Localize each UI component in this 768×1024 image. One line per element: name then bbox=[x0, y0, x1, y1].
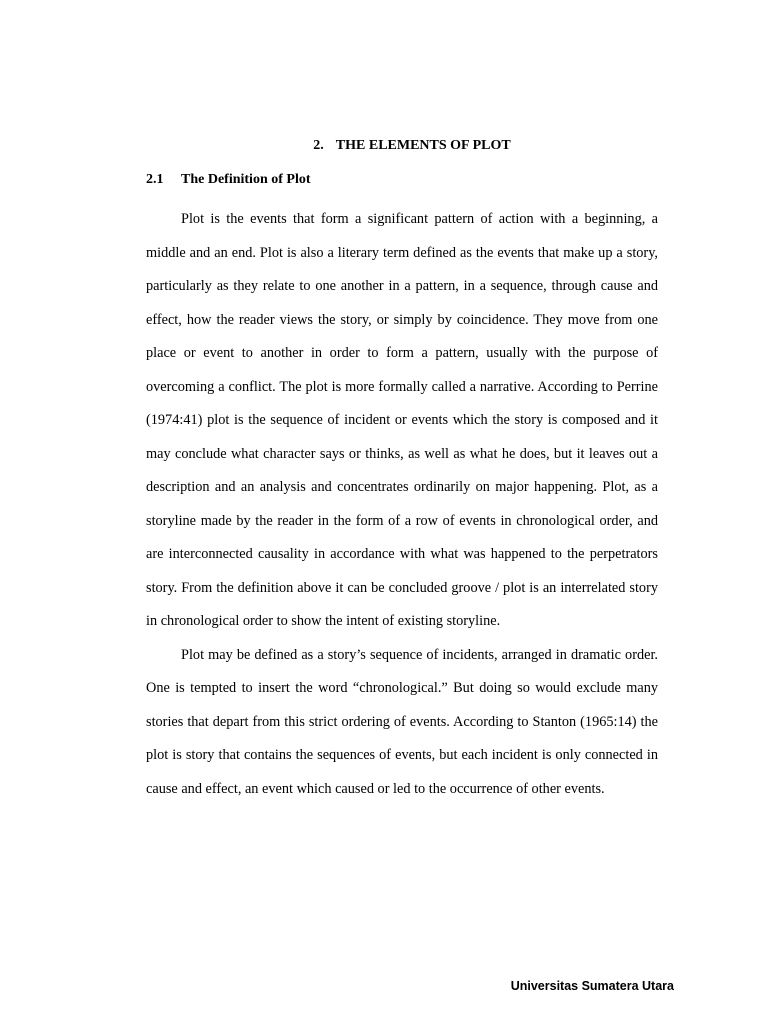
section-number: 2.1 bbox=[146, 172, 164, 187]
body-paragraph-2: Plot may be defined as a story’s sequence of incidents, arranged in dramatic order. One is tempted to insert the word “chronological.” But doing so would exclude many stories that depart from this strict ordering of events. According to Stanton (1965:14) the plot is story that contains the sequences of events, but each incident is only connected in cause and effect, an event which caused or led to the occurrence of other events. bbox=[146, 646, 658, 797]
chapter-number: 2. bbox=[313, 138, 324, 153]
section-title: The Definition of Plot bbox=[181, 172, 311, 187]
body-paragraph-1: Plot is the events that form a significant pattern of action with a beginning, a middle and an end. Plot is also a literary term defined as the events that make up a story, particularly as they relate to one another in a pattern, in a sequence, through cause and effect, how the reader views the story, or simply by coincidence. They move from one place or event to another in order to form a pattern, usually with the purpose of overcoming a conflict. The plot is more formally called a narrative. According to Perrine (1974:41) plot is the sequence of incident or events which the story is composed and it may conclude what character says or thinks, as well as what he does, but it leaves out a description and an analysis and concentrates ordinarily on major happening. Plot, as a storyline made by the reader in the form of a row of events in chronological order, and are interconnected causality in accordance with what was happened to the perpetrators story. From the definition above it can be concluded groove / plot is an interrelated story in chronological order to show the intent of existing storyline. bbox=[146, 211, 658, 629]
section-heading bbox=[146, 169, 658, 191]
chapter-title: THE ELEMENTS OF PLOT bbox=[335, 138, 511, 153]
chapter-heading bbox=[146, 135, 658, 157]
footer-institution: Universitas Sumatera Utara bbox=[510, 979, 674, 993]
document-page bbox=[146, 135, 658, 806]
